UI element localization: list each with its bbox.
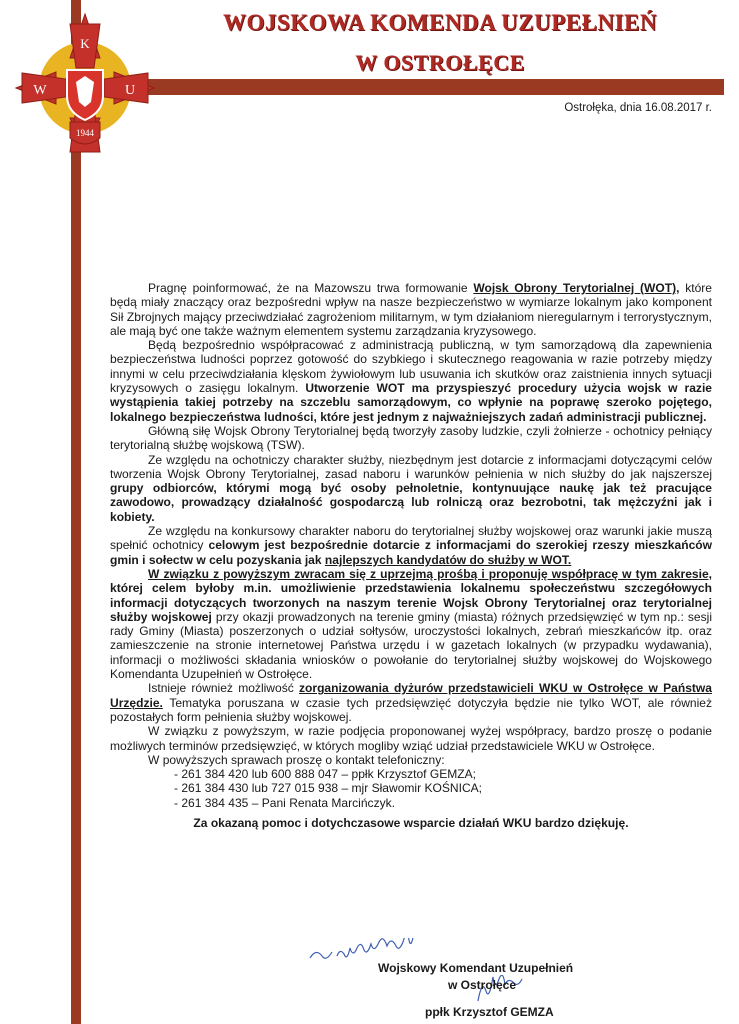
wku-cross-emblem-icon xyxy=(14,10,156,155)
logo-letter-w: W xyxy=(33,83,47,98)
institution-city: W OSTROŁĘCE xyxy=(355,50,525,75)
paragraph-7: Istnieje również możliwość zorganizowania dyżurów przedstawicieli WKU w Ostrołęce w Państwa Urzędzie. Tematyka poruszana w czasie tych przedsięwzięć dotyczyła będzie nie tylko WOT, ale również pozostałych form pełnienia służby wojskowej. xyxy=(110,681,712,724)
document-date: Ostrołęka, dnia 16.08.2017 r. xyxy=(564,102,712,114)
paragraph-4: Ze względu na ochotniczy charakter służby, niezbędnym jest dotarcie z informacjami dotyczącymi celów tworzenia Wojsk Obrony Terytorialnej, zasad naboru i warunków pełnienia w nich służby do jak najszerszej grupy odbiorców, którymi mogą być osoby pełnoletnie, kontynuujące naukę jak też pracujące zawodowo, prowadzący działalność gospodarczą lub rolniczą oraz bezrobotni, tak mężczyźni jak i kobiety. xyxy=(110,452,712,524)
logo-year: 1944 xyxy=(76,128,94,138)
contact-1: - 261 384 420 lub 600 888 047 – ppłk Krzysztof GEMZA; xyxy=(174,767,477,782)
paragraph-9: W powyższych sprawach proszę o kontakt telefoniczny: xyxy=(148,752,445,767)
signature-title: Wojskowy Komendant Uzupełnień xyxy=(378,961,574,975)
paragraph-1: Pragnę poinformować, że na Mazowszu trwa formowanie Wojsk Obrony Terytorialnej (WOT), które będą miały znaczący oraz bezpośredni wpływ na nasze bezpieczeństwo w wymiarze lokalnym jako komponent Sił Zbrojnych mający przeciwdziałać zagrożeniom militarnym, w tym działaniom nieregularnym i terrorystycznym, ale mają być one także ważnym elementem systemu zarządzania kryzysowego. xyxy=(110,281,712,338)
contact-3: - 261 384 435 – Pani Renata Marcińczyk. xyxy=(174,795,395,810)
wot-highlight: Wojsk Obrony Terytorialnej (WOT), xyxy=(473,281,680,295)
institution-title: WOJSKOWA KOMENDA UZUPEŁNIEŃ xyxy=(223,10,657,35)
contact-2: - 261 384 430 lub 727 015 938 – mjr Sławomir KOŚNICA; xyxy=(174,781,483,796)
paragraph-3: Główną siłę Wojsk Obrony Terytorialnej będą tworzyły zasoby ludzkie, czyli żołnierze - ochotnicy pełniący terytorialną służbę wojskową (TSW). xyxy=(110,423,712,453)
thanks-line: Za okazaną pomoc i dotychczasowe wsparcie działań WKU bardzo dziękuję. xyxy=(193,815,629,830)
paragraph-6: W związku z powyższym zwracam się z uprzejmą prośbą i proponuję współpracę w tym zakresie, której celem byłoby m.in. umożliwienie przedstawienia lokalnemu społeczeństwu szczegółowych informacji dotyczących tworzonych na naszym terenie Wojsk Obrony Terytorialnej oraz terytorialnej służby wojskowej przy okazji prowadzonych na terenie gminy (miasta) różnych przedsięwzięć w tym np.: sesji rady Gminy (Miasta) poszerzonych o udział sołtysów, uroczystości lokalnych, zebrań mieszkańców itp. oraz zamieszczenie na stronie internetowej Państwa urzędu i w gazetach lokalnych (w przypadku wydawania), informacji o możliwości składania wniosków o powołanie do terytorialnej służby wojskowej do Wojskowego Komendanta Uzupełnień w Ostrołęce. xyxy=(110,566,712,682)
paragraph-5: Ze względu na konkursowy charakter naboru do terytorialnej służby wojskowej oraz warunki jakie muszą spełnić ochotnicy celowym jest bezpośrednie dotarcie z informacjami do szerokiej rzeszy mieszkańców gmin i sołectw w celu pozyskania jak najlepszych kandydatów do służby w WOT. xyxy=(110,524,712,567)
letterhead-horizontal-bar xyxy=(60,79,724,95)
signature-name: ppłk Krzysztof GEMZA xyxy=(425,1005,554,1019)
paragraph-8: W związku z powyższym, w razie podjęcia proponowanej wyżej współpracy, bardzo proszę o podanie możliwych terminów przedsięwzięć, w których mogliby wziąć udział przedstawiciele WKU w Ostrołęce. xyxy=(110,724,712,753)
logo-letter-k: K xyxy=(80,36,90,51)
signature-city: w Ostrołęce xyxy=(448,978,517,992)
letter-body xyxy=(110,281,712,830)
logo-letter-u: U xyxy=(124,83,136,98)
paragraph-2: Będą bezpośrednio współpracować z administracją publiczną, w tym samorządową dla zapewnienia bezpieczeństwa ludności poprzez gotowość do szybkiego i skutecznego reagowania w razie potrzeby między innymi w celu przeciwdziałania klęskom żywiołowym lub usuwania ich skutków oraz zaistnienia innych sytuacji kryzysowych o zasięgu lokalnym. Utworzenie WOT ma przyspieszyć procedury użycia wojsk w razie wystąpienia takiej potrzeby na szczeblu samorządowym, co wpłynie na poprawę szeroko pojętego, lokalnego bezpieczeństwa ludności, które jest jednym z najważniejszych zadań administracji publicznej. xyxy=(110,338,712,424)
